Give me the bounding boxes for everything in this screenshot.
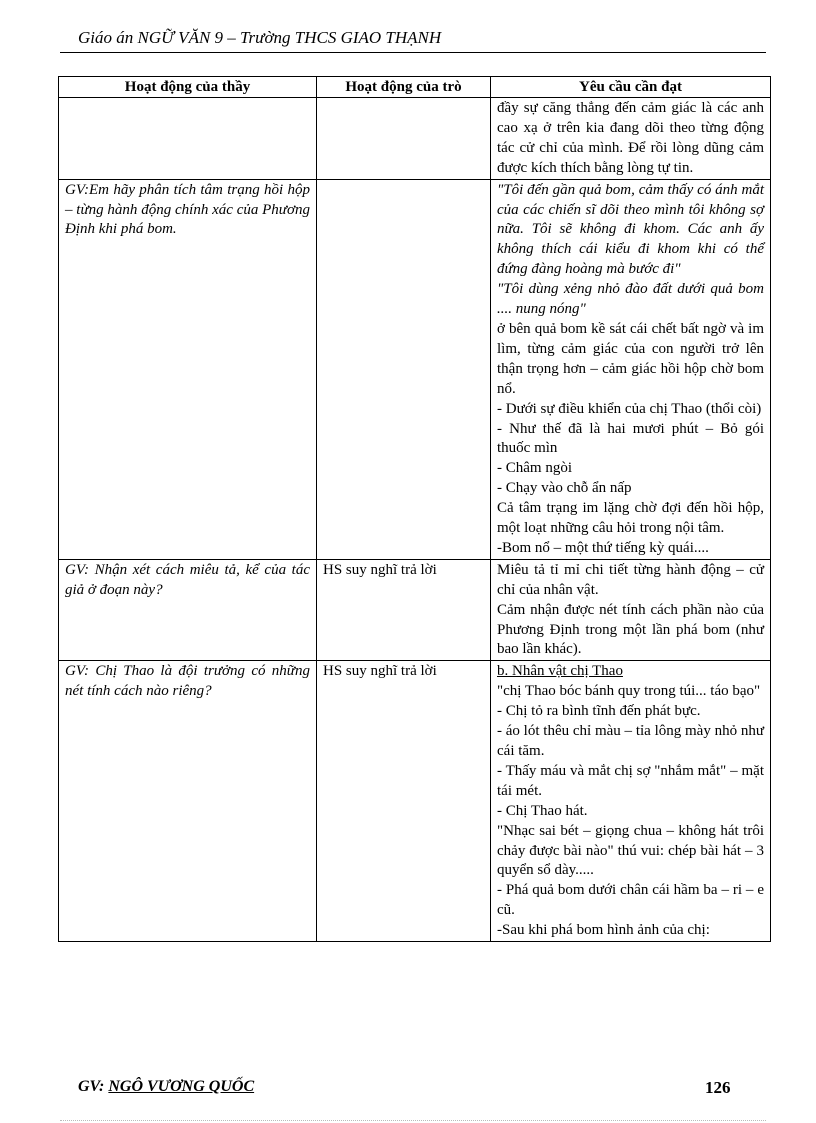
requirements-cell [491, 559, 771, 661]
table-header-row [59, 77, 771, 98]
student-activity-cell [317, 179, 491, 559]
footer-teacher [78, 1078, 254, 1096]
requirement-line: "chị Thao bóc bánh quy trong túi... táo bạo" [497, 683, 761, 700]
requirement-line: - Phá quả bom dưới chân cái hầm ba – ri – e cũ. [497, 882, 764, 919]
page-number: 126 [705, 1078, 731, 1097]
table-body [59, 98, 771, 942]
requirement-line: - Dưới sự điều khiển của chị Thao (thổi còi) [497, 400, 762, 417]
table-row [59, 559, 771, 661]
requirement-line: - Như thế đã là hai mươi phút – Bỏ gói thuốc mìn [497, 420, 764, 457]
footer-rule [60, 1120, 766, 1121]
column-header-requirements: Yêu cầu cần đạt [491, 77, 771, 98]
requirement-line: đầy sự căng thẳng đến cảm giác là các anh cao xạ ở trên kia đang dõi theo từng động tác cử chỉ của mình. Để rồi lòng dũng cảm được kích thích bằng lòng tự tin. [497, 100, 764, 176]
requirement-line: - Chị tỏ ra bình tĩnh đến phát bực. [497, 703, 701, 720]
student-activity-cell [317, 98, 491, 180]
requirement-line: - áo lót thêu chỉ màu – tỉa lông mày nhỏ như cái tăm. [497, 723, 764, 759]
requirement-line: -Bom nổ – một thứ tiếng kỳ quái.... [497, 539, 709, 556]
footer-teacher-prefix: GV: [78, 1078, 109, 1095]
requirement-line: - Chạy vào chỗ ẩn nấp [497, 480, 632, 497]
requirement-line: - Thấy máu và mắt chị sợ "nhắm mắt" – mặt tái mét. [497, 762, 764, 799]
teacher-activity-cell [59, 98, 317, 180]
requirement-line: "Nhạc sai bét – giọng chua – không hát trôi chảy được bài nào" thú vui: chép bài hát – 3 quyển sổ dày..... [497, 822, 764, 879]
requirement-line: "Tôi đến gần quả bom, cảm thấy có ánh mắt của các chiến sĩ dõi theo mình tôi không sợ nữa. Tôi sẽ không đi khom. Các anh ấy không thích cái kiểu đi khom khi có thể đứng đàng hoàng mà bước đi" [497, 181, 764, 278]
table-row [59, 179, 771, 559]
requirements-cell [491, 98, 771, 180]
requirement-line: Miêu tả tỉ mỉ chi tiết từng hành động – cử chỉ của nhân vật. [497, 561, 764, 598]
requirement-line: b. Nhân vật chị Thao [497, 663, 623, 680]
requirements-cell [491, 661, 771, 942]
lesson-table [58, 76, 771, 942]
table-row [59, 98, 771, 180]
requirement-line: Cảm nhận được nét tính cách phần nào của Phương Định trong một lần phá bom (như bao lần khác). [497, 601, 764, 658]
requirement-line: Cả tâm trạng im lặng chờ đợi đến hồi hộp, một loạt những câu hỏi trong nội tâm. [497, 500, 764, 537]
student-activity-cell: HS suy nghĩ trả lời [317, 559, 491, 661]
requirement-line: - Chị Thao hát. [497, 802, 588, 819]
column-header-teacher: Hoạt động của thầy [59, 77, 317, 98]
requirement-line: -Sau khi phá bom hình ảnh của chị: [497, 922, 710, 939]
document-header: Giáo án NGỮ VĂN 9 – Trường THCS GIAO THẠNH [78, 28, 442, 47]
student-activity-cell: HS suy nghĩ trả lời [317, 661, 491, 942]
footer-teacher-name: NGÔ VƯƠNG QUỐC [108, 1078, 255, 1095]
requirement-line: - Châm ngòi [497, 460, 572, 477]
requirement-line: ở bên quả bom kề sát cái chết bất ngờ và im lìm, từng cảm giác của con người trở lên thận trọng hơn – cảm giác hồi hộp chờ bom nổ. [497, 320, 764, 397]
teacher-activity-cell: GV: Nhận xét cách miêu tả, kể của tác giả ở đoạn này? [59, 559, 317, 661]
table-row [59, 661, 771, 942]
header-rule [60, 52, 766, 53]
requirements-cell [491, 179, 771, 559]
column-header-student: Hoạt động của trò [317, 77, 491, 98]
teacher-activity-cell: GV:Em hãy phân tích tâm trạng hồi hộp – từng hành động chính xác của Phương Định khi phá bom. [59, 179, 317, 559]
teacher-activity-cell: GV: Chị Thao là đội trưởng có những nét tính cách nào riêng? [59, 661, 317, 942]
requirement-line: "Tôi dùng xẻng nhỏ đào đất dưới quả bom .... nung nóng" [497, 281, 764, 318]
